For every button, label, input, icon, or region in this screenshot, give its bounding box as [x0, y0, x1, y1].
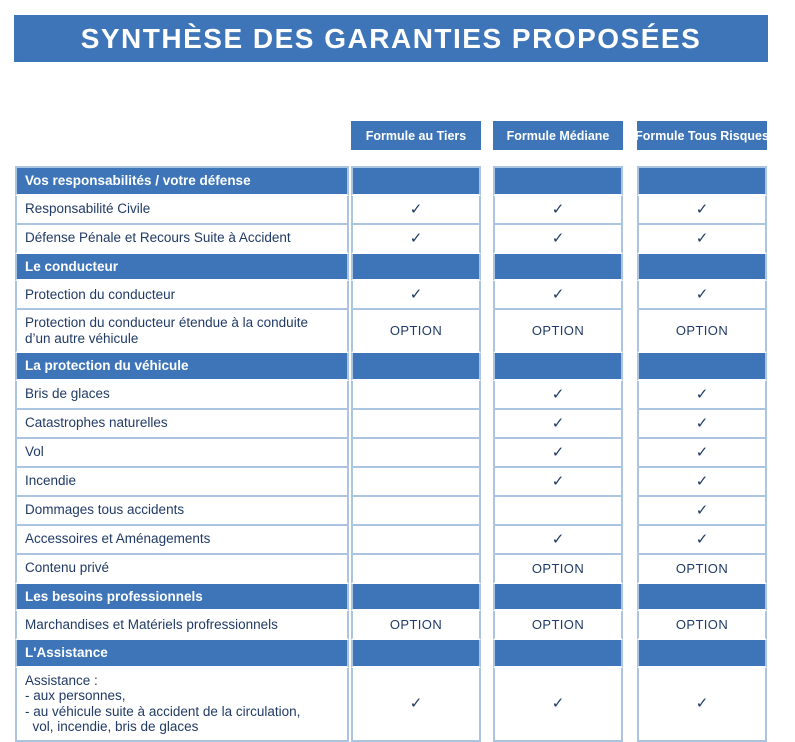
- value-cell: [493, 439, 623, 468]
- section-value-cell: [351, 254, 481, 282]
- column-gap: [623, 611, 637, 640]
- check-icon: ✓: [551, 385, 565, 403]
- column-gap: [481, 555, 493, 584]
- check-icon: ✓: [409, 286, 423, 303]
- column-gap: [623, 281, 637, 310]
- section-row: [15, 353, 769, 381]
- value-cell: [637, 381, 767, 410]
- guarantee-label-line: - aux personnes,: [25, 688, 126, 703]
- check-icon: ✓: [551, 229, 565, 247]
- value-cell: [493, 410, 623, 439]
- column-gap: [481, 254, 493, 282]
- section-row: [15, 640, 769, 668]
- column-gap: [623, 468, 637, 497]
- option-label: OPTION: [675, 323, 729, 338]
- column-gap: [623, 526, 637, 555]
- section-header-label: [15, 254, 349, 282]
- value-cell: [637, 225, 767, 254]
- column-gap: [481, 225, 493, 254]
- section-value-cell: [493, 640, 623, 668]
- guarantee-label: [15, 310, 349, 353]
- value-cell: [637, 468, 767, 497]
- value-cell: [637, 410, 767, 439]
- value-cell: [493, 281, 623, 310]
- check-icon: ✓: [695, 286, 709, 303]
- column-gap: [623, 668, 637, 742]
- section-value-cell: [637, 640, 767, 668]
- label-text: Catastrophes naturelles: [25, 415, 168, 431]
- option-label: OPTION: [389, 617, 443, 632]
- value-cell: [351, 196, 481, 225]
- section-value-cell: [637, 166, 767, 196]
- option-label: OPTION: [389, 323, 443, 338]
- check-icon: ✓: [695, 414, 709, 432]
- column-gap: [481, 497, 493, 526]
- guarantee-row: [15, 225, 769, 254]
- option-label: OPTION: [531, 617, 585, 632]
- column-gap: [481, 353, 493, 381]
- label-text: Protection du conducteur: [25, 286, 176, 302]
- label-text: Défense Pénale et Recours Suite à Accident: [25, 230, 291, 246]
- label-text: Responsabilité Civile: [25, 201, 151, 217]
- section-value-cell: [493, 353, 623, 381]
- value-cell: [493, 225, 623, 254]
- column-gap: [481, 526, 493, 555]
- check-icon: ✓: [551, 443, 565, 461]
- section-value-cell: [637, 584, 767, 612]
- label-text: Le conducteur: [25, 258, 119, 274]
- section-header-label: [15, 584, 349, 612]
- check-icon: ✓: [695, 472, 709, 490]
- page-title: SYNTHÈSE DES GARANTIES PROPOSÉES: [80, 22, 702, 54]
- column-gap: [481, 640, 493, 668]
- guarantee-row: [15, 196, 769, 225]
- guarantee-label: [15, 196, 349, 225]
- value-cell: [637, 439, 767, 468]
- guarantee-row: [15, 668, 769, 742]
- column-gap: [623, 310, 637, 353]
- check-icon: ✓: [409, 695, 423, 712]
- value-cell: [637, 611, 767, 640]
- column-gap: [623, 640, 637, 668]
- option-label: OPTION: [531, 323, 585, 338]
- guarantee-label: [15, 225, 349, 254]
- label-text: Protection du conducteur étendue à la conduite d’un autre véhicule: [25, 315, 308, 346]
- guarantee-row: [15, 439, 769, 468]
- guarantee-label-line: Assistance :: [25, 672, 98, 688]
- section-value-cell: [493, 166, 623, 196]
- guarantee-row: [15, 381, 769, 410]
- guarantee-label-line: vol, incendie, bris de glaces: [25, 719, 199, 734]
- guarantee-label: [15, 381, 349, 410]
- guarantee-label: [15, 668, 349, 742]
- value-cell: [351, 310, 481, 353]
- value-cell: [493, 468, 623, 497]
- value-cell: [351, 611, 481, 640]
- section-value-cell: [351, 640, 481, 668]
- value-cell: [637, 526, 767, 555]
- option-label: OPTION: [531, 560, 585, 576]
- column-gap: [623, 225, 637, 254]
- column-gap: [481, 410, 493, 439]
- value-cell: [637, 555, 767, 584]
- section-header-label: [15, 640, 349, 668]
- guarantee-row: [15, 281, 769, 310]
- guarantee-label: [15, 281, 349, 310]
- column-header: Formule Médiane: [493, 121, 623, 150]
- value-cell: [351, 225, 481, 254]
- guarantee-row: [15, 611, 769, 640]
- value-cell: [493, 668, 623, 742]
- value-cell: [351, 468, 481, 497]
- value-cell: [637, 497, 767, 526]
- check-icon: ✓: [695, 695, 709, 712]
- check-icon: ✓: [551, 414, 565, 432]
- check-icon: ✓: [551, 472, 565, 490]
- option-label: OPTION: [675, 560, 729, 576]
- column-headers-row: [15, 121, 769, 150]
- section-row: [15, 166, 769, 196]
- value-cell: [493, 497, 623, 526]
- column-gap: [623, 497, 637, 526]
- check-icon: ✓: [695, 443, 709, 461]
- column-gap: [481, 668, 493, 742]
- section-value-cell: [637, 254, 767, 282]
- check-icon: ✓: [695, 200, 709, 218]
- value-cell: [351, 668, 481, 742]
- value-cell: [637, 668, 767, 742]
- check-icon: ✓: [695, 501, 709, 519]
- label-text: Contenu privé: [25, 560, 110, 576]
- guarantee-label: [15, 468, 349, 497]
- guarantee-row: [15, 468, 769, 497]
- value-cell: [493, 310, 623, 353]
- guarantee-row: [15, 555, 769, 584]
- value-cell: [351, 410, 481, 439]
- column-gap: [481, 611, 493, 640]
- column-gap: [623, 439, 637, 468]
- value-cell: [493, 526, 623, 555]
- check-icon: ✓: [551, 286, 565, 303]
- guarantee-row: [15, 526, 769, 555]
- label-text: L'Assistance: [25, 645, 108, 660]
- guarantee-label: [15, 439, 349, 468]
- column-gap: [481, 584, 493, 612]
- value-cell: [351, 439, 481, 468]
- guarantee-row: [15, 497, 769, 526]
- section-header-label: [15, 166, 349, 196]
- label-text: Les besoins professionnels: [25, 588, 203, 604]
- check-icon: ✓: [551, 530, 565, 548]
- guarantees-table: [15, 166, 769, 742]
- column-gap: [481, 310, 493, 353]
- column-header: Formule Tous Risques: [637, 121, 767, 150]
- section-value-cell: [493, 584, 623, 612]
- check-icon: ✓: [695, 385, 709, 403]
- column-gap: [481, 166, 493, 196]
- column-gap: [481, 196, 493, 225]
- guarantee-row: [15, 310, 769, 353]
- column-header: Formule au Tiers: [351, 121, 481, 150]
- title-banner: [14, 15, 768, 62]
- column-gap: [623, 584, 637, 612]
- column-gap: [481, 468, 493, 497]
- guarantee-label: [15, 611, 349, 640]
- check-icon: ✓: [695, 530, 709, 548]
- guarantee-label-line: - au véhicule suite à accident de la circulation,: [25, 703, 301, 719]
- column-gap: [623, 353, 637, 381]
- check-icon: ✓: [551, 200, 565, 218]
- section-value-cell: [351, 353, 481, 381]
- guarantee-label: [15, 497, 349, 526]
- column-gap: [623, 196, 637, 225]
- option-label: OPTION: [675, 617, 729, 632]
- guarantee-label: [15, 526, 349, 555]
- guarantee-label: [15, 555, 349, 584]
- value-cell: [351, 526, 481, 555]
- value-cell: [493, 555, 623, 584]
- section-value-cell: [351, 584, 481, 612]
- section-row: [15, 584, 769, 612]
- value-cell: [493, 381, 623, 410]
- column-gap: [481, 281, 493, 310]
- value-cell: [351, 497, 481, 526]
- column-gap: [481, 381, 493, 410]
- value-cell: [493, 196, 623, 225]
- check-icon: ✓: [409, 200, 423, 218]
- label-text: Dommages tous accidents: [25, 502, 185, 518]
- label-text: Incendie: [25, 473, 77, 489]
- column-gap: [481, 439, 493, 468]
- column-gap: [623, 166, 637, 196]
- section-header-label: [15, 353, 349, 381]
- column-gap: [623, 381, 637, 410]
- guarantee-row: [15, 410, 769, 439]
- value-cell: [493, 611, 623, 640]
- check-icon: ✓: [551, 695, 565, 712]
- guarantee-label: [15, 410, 349, 439]
- value-cell: [351, 555, 481, 584]
- column-gap: [623, 410, 637, 439]
- label-text: Accessoires et Aménagements: [25, 531, 211, 547]
- value-cell: [637, 310, 767, 353]
- column-gap: [623, 555, 637, 584]
- column-gap: [623, 254, 637, 282]
- section-value-cell: [351, 166, 481, 196]
- value-cell: [637, 281, 767, 310]
- section-value-cell: [637, 353, 767, 381]
- check-icon: ✓: [409, 229, 423, 247]
- section-row: [15, 254, 769, 282]
- section-value-cell: [493, 254, 623, 282]
- value-cell: [351, 281, 481, 310]
- label-text: Vos responsabilités / votre défense: [25, 173, 251, 188]
- check-icon: ✓: [695, 229, 709, 247]
- value-cell: [637, 196, 767, 225]
- label-text: Marchandises et Matériels profressionnels: [25, 616, 278, 632]
- label-text: Vol: [25, 444, 44, 460]
- label-text: Bris de glaces: [25, 386, 110, 402]
- label-text: La protection du véhicule: [25, 358, 189, 373]
- value-cell: [351, 381, 481, 410]
